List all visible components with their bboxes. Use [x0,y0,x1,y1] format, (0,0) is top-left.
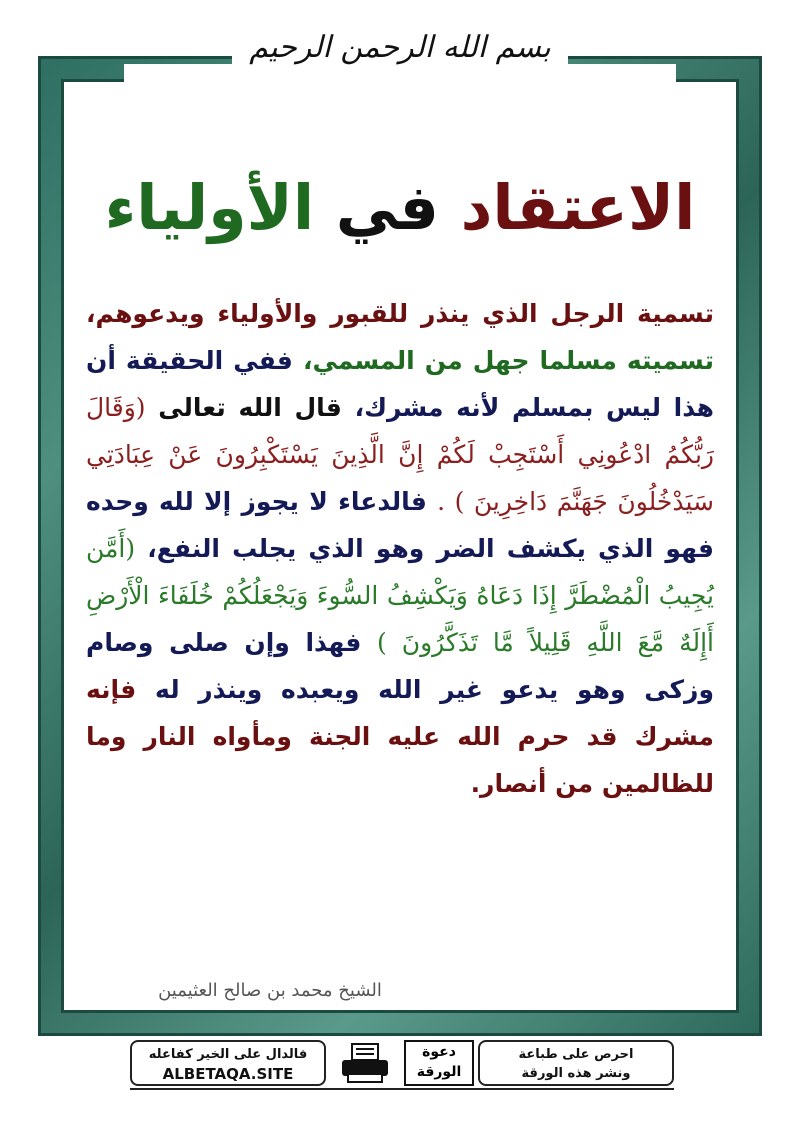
body-text-3: ففي الحقيقة أن هذا ليس بمسلم لأنه مشرك، [86,346,714,422]
footer-right-line-2: ونشر هذه الورقة [521,1066,631,1081]
body-text-5: فالدعاء لا يجوز إلا لله وحده فهو الذي يكشف الضر وهو الذي يجلب النفع، [86,487,714,563]
author-name: الشيخ محمد بن صالح العثيمين [158,980,382,1001]
body-text-4: قال الله تعالى [158,393,342,422]
footer-divider [130,1088,674,1090]
title-part-2: في [335,171,440,244]
body-text-2: تسميته مسلما جهل من المسمي، [302,346,714,375]
footer-website: ALBETAQA.SITE [162,1065,294,1083]
body-text-6: فهذا وإن صلى وصام وزكى وهو يدعو غير الله ويعبده وينذر له [86,628,714,704]
page-title [60,168,740,248]
footer-left-line-1: فالدال على الخير كفاعله [148,1047,308,1062]
body-text-7: فإنه مشرك قد حرم الله عليه الجنة ومأواه النار وما للظالمين من أنصار. [86,675,714,798]
logo-line-1: دعوة [422,1044,456,1060]
footer-box-left [130,1040,326,1086]
logo-line-2: الورقة [416,1064,462,1080]
quran-verse-1: (وَقَالَ رَبُّكُمُ ادْعُونِي أَسْتَجِبْ لَكُمْ إِنَّ الَّذِينَ يَسْتَكْبِرُونَ عَنْ عِبَادَتِي سَيَدْخُلُونَ جَهَنَّمَ دَاخِرِينَ ) . [86,393,714,516]
title-part-1: الاعتقاد [460,171,696,244]
printer-icon [330,1040,400,1086]
footer-box-right [478,1040,674,1086]
article-body [86,290,714,807]
title-part-3: الأولياء [104,171,315,244]
footer-right-line-1: احرص على طباعة [518,1047,634,1062]
basmala-calligraphy: بسم الله الرحمن الرحيم [249,30,551,65]
logo-seal [404,1040,474,1086]
body-text-1: تسمية الرجل الذي ينذر للقبور والأولياء ويدعوهم، [86,299,714,328]
basmala-panel [232,10,568,120]
quran-verse-2: (أَمَّن يُجِيبُ الْمُضْطَرَّ إِذَا دَعَاهُ وَيَكْشِفُ السُّوءَ وَيَجْعَلُكُمْ خُلَفَاءَ الْأَرْضِ أَإِلَهٌ مَّعَ اللَّهِ قَلِيلاً مَّا تَذَكَّرُونَ ) [86,534,714,657]
